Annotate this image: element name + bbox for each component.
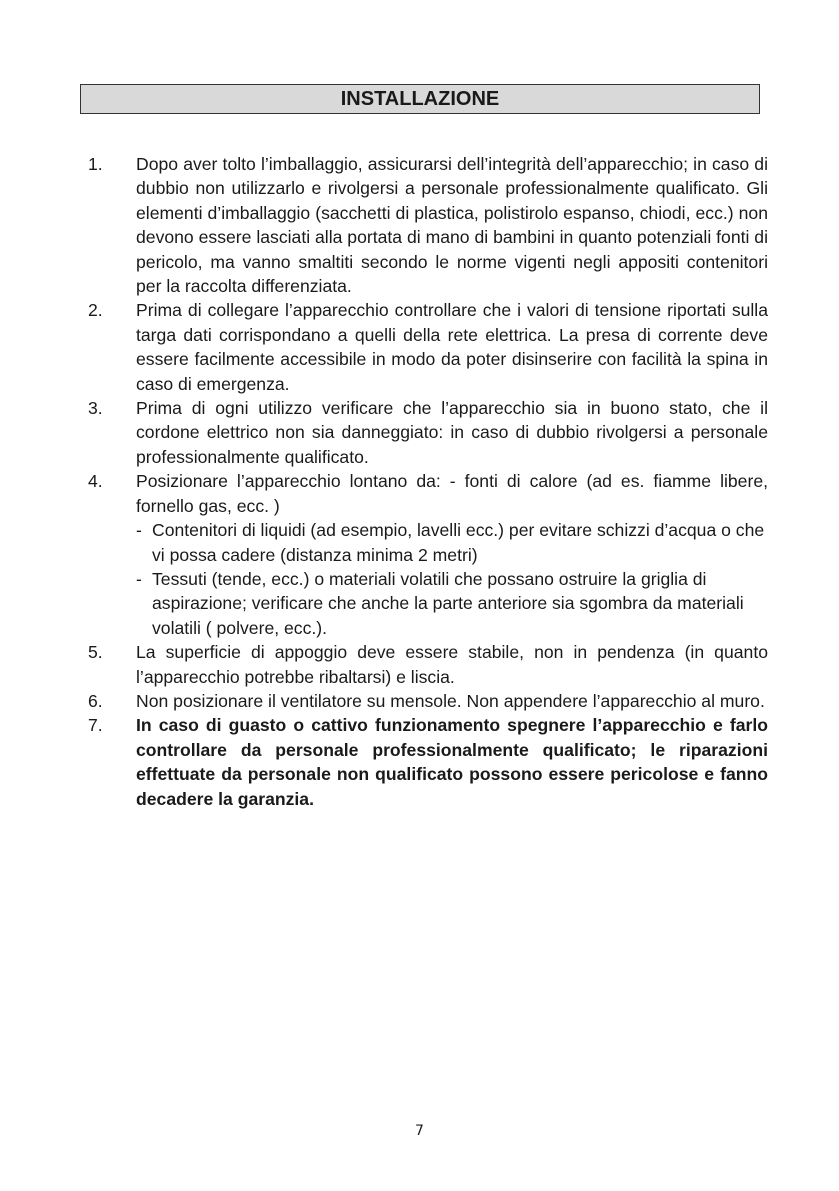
item-number: 2. (88, 300, 103, 321)
instructions-list (88, 152, 768, 811)
list-item-5 (88, 640, 768, 689)
sub-item-text: Contenitori di liquidi (ad esempio, lavelli ecc.) per evitare schizzi d’acqua o che vi possa cadere (distanza minima 2 metri) (152, 520, 765, 565)
item-text: In caso di guasto o cattivo funzionamento spegnere l’apparecchio e farlo controllare da personale professionalmente qualificato; le riparazioni effettuate da personale non qualificato possono essere pericolose e fanno decadere la garanzia. (136, 715, 768, 809)
list-item-1 (88, 152, 768, 298)
item-number: 1. (88, 154, 103, 174)
item-number: 6. (88, 690, 103, 711)
item-number: 3. (88, 398, 103, 419)
list-item-2 (88, 298, 768, 396)
sub-item-2 (136, 567, 768, 640)
item-text: La superficie di appoggio deve essere stabile, non in pendenza (in quanto l’apparecchio potrebbe ribaltarsi) e liscia. (136, 642, 768, 687)
sub-item-text: Tessuti (tende, ecc.) o materiali volatili che possano ostruire la griglia di aspirazione; verificare che anche la parte anteriore sia sgombra da materiali volatili ( polvere, ecc.). (152, 568, 744, 638)
item-number: 7. (88, 715, 103, 736)
list-item-7 (88, 713, 768, 811)
list-item-4 (88, 469, 768, 640)
item-number: 4. (88, 471, 103, 492)
list-item-6 (88, 689, 768, 713)
page-number: 7 (415, 1123, 424, 1139)
sub-item-1 (136, 518, 768, 567)
item-number: 5. (88, 642, 103, 663)
item-text: Non posizionare il ventilatore su mensole. Non appendere l’apparecchio al muro. (136, 690, 765, 711)
item-text: Prima di collegare l’apparecchio controllare che i valori di tensione riportati sulla targa dati corrispondano a quelli della rete elettrica. La presa di corrente deve essere facilmente accessibile in modo da poter disinserire con facilità la spina in caso di emergenza. (136, 300, 768, 394)
item-text: Prima di ogni utilizzo verificare che l’apparecchio sia in buono stato, che il cordone elettrico non sia danneggiato: in caso di dubbio rivolgersi a personale professionalmente qualificato. (136, 398, 768, 467)
dash-bullet: - (136, 568, 142, 589)
list-item-3 (88, 396, 768, 469)
section-title: INSTALLAZIONE (80, 84, 760, 114)
item-text: Posizionare l’apparecchio lontano da: - fonti di calore (ad es. fiamme libere, fornello gas, ecc. ) (136, 471, 768, 516)
dash-bullet: - (136, 520, 142, 541)
item-text: Dopo aver tolto l’imballaggio, assicurarsi dell’integrità dell’apparecchio; in caso di dubbio non utilizzarlo e rivolgersi a personale professionalmente qualificato. Gli elementi d’imballaggio (sacchetti di plastica, polistirolo espanso, chiodi, ecc.) non devono essere lasciati alla portata di mano di bambini in quanto potenziali fonti di pericolo, ma vanno smaltiti secondo le norme vigenti negli appositi contenitori per la raccolta differenziata. (136, 154, 768, 297)
